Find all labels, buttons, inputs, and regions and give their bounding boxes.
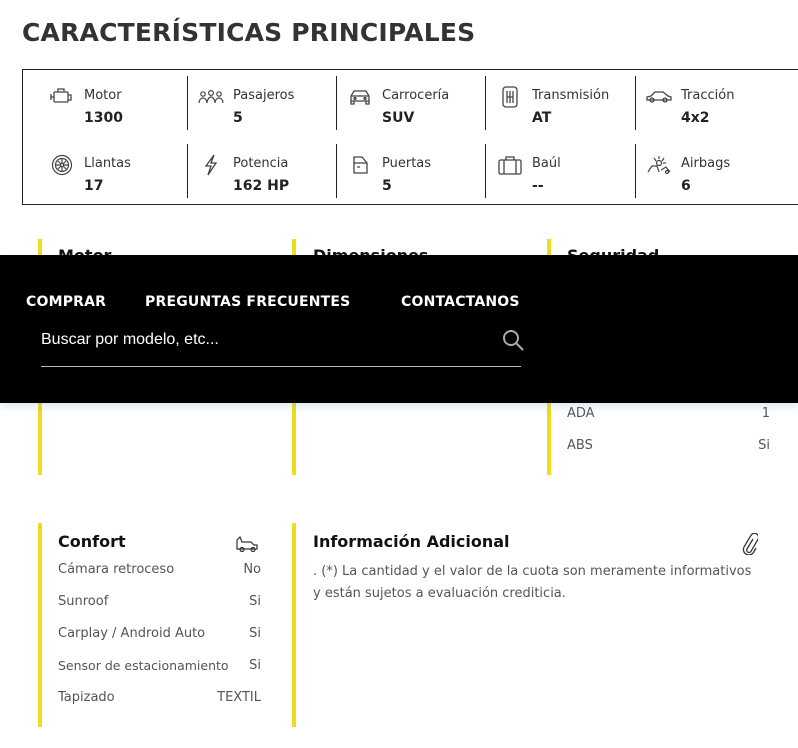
spec-value: 4x2: [681, 110, 710, 126]
passengers-icon: [198, 86, 224, 108]
airbag-icon: [646, 154, 672, 176]
spec-motor: [23, 76, 173, 132]
spec-label: Baúl: [532, 156, 561, 171]
section-accent-bar: [292, 523, 296, 727]
spec-label: Llantas: [84, 156, 131, 171]
row-value: Si: [758, 438, 770, 453]
info-note: . (*) La cantidad y el valor de la cuota son meramente informativos y están sujetos a evaluación crediticia.: [313, 564, 752, 601]
row-value: No: [243, 562, 261, 577]
spec-label: Puertas: [382, 156, 432, 171]
spec-value: --: [532, 178, 544, 194]
spec-value: 162 HP: [233, 178, 290, 194]
spec-baul: [471, 144, 621, 200]
spec-value: 5: [382, 178, 392, 194]
spec-value: 1300: [84, 110, 123, 126]
spec-potencia: [172, 144, 322, 200]
row-label: Tapizado: [58, 690, 115, 705]
spec-value: 6: [681, 178, 691, 194]
section-title-info: Información Adicional: [313, 532, 510, 551]
section-accent-bar: [38, 523, 42, 727]
row-value: Si: [249, 594, 261, 609]
spec-label: Transmisión: [532, 88, 610, 103]
spec-llantas: [23, 144, 173, 200]
search-icon[interactable]: [501, 328, 525, 352]
specs-box: [22, 69, 798, 205]
spec-label: Motor: [84, 88, 122, 103]
wheel-icon: [49, 154, 75, 176]
section-title-confort: Confort: [58, 532, 126, 551]
nav-comprar[interactable]: COMPRAR: [26, 294, 107, 310]
spec-value: 5: [233, 110, 243, 126]
lightning-icon: [198, 154, 224, 176]
trunk-icon: [497, 154, 523, 176]
row-value: Si: [249, 658, 261, 673]
spec-label: Pasajeros: [233, 88, 295, 103]
spec-label: Carrocería: [382, 88, 450, 103]
spec-pasajeros: [172, 76, 322, 132]
search-input[interactable]: [41, 327, 491, 353]
row-value: TEXTIL: [217, 690, 261, 705]
row-label: Sensor de estacionamiento: [58, 658, 229, 673]
spec-airbags: [620, 144, 770, 200]
paperclip-icon: [740, 533, 758, 555]
engine-icon: [49, 86, 75, 108]
row-label: Sunroof: [58, 594, 109, 609]
spec-carroceria: [321, 76, 471, 132]
page-title: CARACTERÍSTICAS PRINCIPALES: [22, 18, 476, 47]
spec-value: 17: [84, 178, 104, 194]
door-icon: [347, 154, 373, 176]
nav-overlay: [0, 255, 798, 403]
row-label: Cámara retroceso: [58, 562, 175, 577]
spec-puertas: [321, 144, 471, 200]
row-value: 1: [761, 406, 770, 421]
spec-transmision: [471, 76, 621, 132]
spec-label: Airbags: [681, 156, 731, 171]
search-underline: [41, 366, 521, 367]
spec-value: SUV: [382, 110, 415, 126]
row-value: Si: [249, 626, 261, 641]
transmission-icon: [497, 86, 523, 108]
nav-contactanos[interactable]: CONTACTANOS: [401, 294, 520, 310]
spec-label: Tracción: [681, 88, 735, 103]
nav-preguntas-frecuentes[interactable]: PREGUNTAS FRECUENTES: [145, 294, 351, 310]
spec-traccion: [620, 76, 770, 132]
car-body-icon: [347, 86, 373, 108]
row-label: Carplay / Android Auto: [58, 626, 206, 641]
traction-icon: [646, 86, 672, 108]
comfort-seat-icon: [235, 535, 259, 553]
row-label: ADA: [567, 406, 595, 421]
spec-value: AT: [532, 110, 552, 126]
row-label: ABS: [567, 438, 593, 453]
spec-label: Potencia: [233, 156, 289, 171]
